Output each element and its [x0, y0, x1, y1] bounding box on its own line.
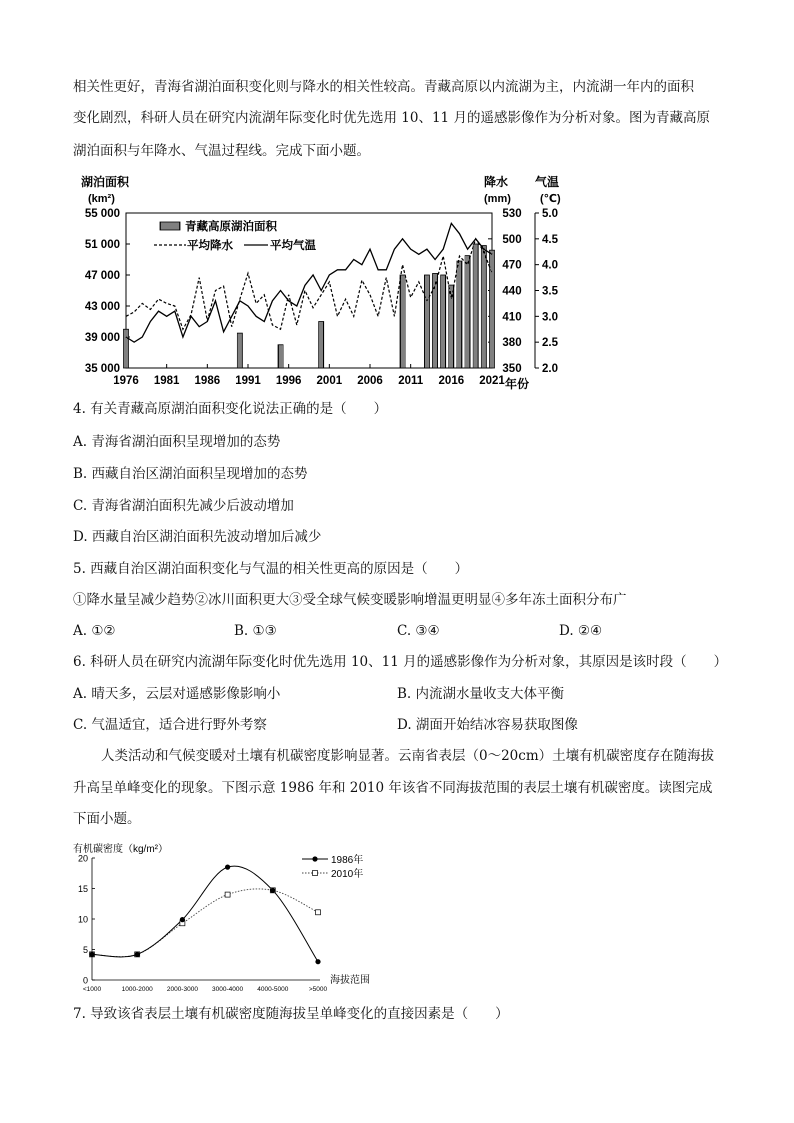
area-bar: [237, 333, 242, 368]
legend-area-swatch: [160, 222, 180, 230]
q5-option-a[interactable]: A. ①②: [73, 623, 116, 639]
legend-temp-label: 平均气温: [270, 240, 316, 252]
series-1986-point: [135, 952, 140, 957]
x-tick-label: 1000-2000: [121, 986, 153, 993]
area-bar: [424, 275, 429, 368]
area-bar: [433, 273, 438, 368]
x-tick-label: 4000-5000: [257, 986, 289, 993]
x-tick-label: >5000: [308, 986, 328, 993]
x-tick-label: 2016: [438, 375, 465, 387]
left-tick-label: 35 000: [84, 363, 120, 375]
temp-tick-label: 4.0: [542, 259, 558, 272]
y-tick-label: 20: [77, 853, 88, 864]
carbon-density-chart: [70, 836, 410, 996]
q6-option-c[interactable]: C. 气温适宜，适合进行野外考察: [73, 717, 267, 733]
q5-stem: 5. 西藏自治区湖泊面积变化与气温的相关性更高的原因是（ ）: [73, 561, 469, 577]
area-bar: [473, 244, 478, 368]
area-bar: [441, 275, 446, 368]
intro-line-3: 湖泊面积与年降水、气温过程线。完成下面小题。: [73, 143, 370, 159]
intro-line-1: 相关性更好，青海省湖泊面积变化则与降水的相关性较高。青藏高原以内流湖为主，内流湖一年内的面积: [73, 79, 694, 95]
y-tick-label: 5: [82, 945, 88, 955]
series-1986-point: [180, 917, 185, 922]
x-tick-label: 1991: [235, 375, 261, 387]
left-tick-label: 47 000: [84, 270, 120, 282]
precip-axis-title: 降水: [484, 175, 509, 189]
q5-option-b[interactable]: B. ①③: [234, 623, 277, 639]
q6-stem: 6. 科研人员在研究内流湖年际变化时优先选用 10、11 月的遥感影像作为分析对象，其原因是该时段（ ）: [73, 654, 728, 670]
q4-option-c[interactable]: C. 青海省湖泊面积先减少后波动增加: [73, 498, 294, 514]
chart2-x-title: 海拔范围: [330, 975, 370, 986]
x-tick-label: <1000: [82, 986, 102, 993]
area-bar: [457, 261, 462, 368]
precip-axis-unit: (mm): [484, 193, 511, 205]
series-1986-point: [315, 959, 320, 964]
series-1986-point: [225, 865, 230, 870]
area-bar: [490, 250, 495, 368]
area-bar: [124, 329, 129, 368]
precip-tick-label: 350: [502, 363, 522, 375]
x-tick-label: 3000-4000: [212, 986, 244, 993]
area-bar: [481, 246, 486, 368]
series-1986-point: [270, 888, 275, 893]
q5-option-c[interactable]: C. ③④: [397, 623, 440, 639]
precip-tick-label: 380: [502, 337, 522, 350]
x-tick-label: 2001: [316, 375, 343, 387]
q6-option-a[interactable]: A. 晴天多，云层对遥感影像影响小: [73, 686, 281, 702]
temp-tick-label: 2.5: [542, 337, 558, 350]
x-axis-title: 年份: [505, 377, 530, 391]
area-bar: [465, 256, 470, 368]
q4-option-b[interactable]: B. 西藏自治区湖泊面积呈现增加的态势: [73, 466, 308, 482]
temp-tick-label: 4.5: [542, 233, 558, 246]
series-1986-point: [89, 952, 94, 957]
q4-stem: 4. 有关青藏高原湖泊面积变化说法正确的是（ ）: [73, 401, 388, 417]
y-tick-label: 15: [77, 884, 88, 894]
series-1986-line: [92, 866, 318, 962]
q7-stem: 7. 导致该省表层土壤有机碳密度随海拔呈单峰变化的直接因素是（ ）: [73, 1006, 509, 1022]
left-tick-label: 55 000: [84, 208, 120, 220]
x-tick-label: 1996: [275, 375, 302, 387]
temp-axis-unit: (℃): [540, 193, 561, 205]
intro2-line-3: 下面小题。: [73, 811, 141, 827]
q6-option-b[interactable]: B. 内流湖水量收支大体平衡: [397, 686, 565, 702]
q5-items: ①降水量呈减少趋势②冰川面积更大③受全球气候变暖影响增温更明显④多年冻土面积分布广: [73, 592, 627, 608]
intro-line-2: 变化剧烈，科研人员在研究内流湖年际变化时优先选用 10、11 月的遥感影像作为分析对象。图为青藏高原: [73, 110, 710, 126]
left-axis-title: 湖泊面积: [81, 175, 130, 189]
y-tick-label: 0: [82, 975, 88, 986]
left-tick-label: 39 000: [84, 332, 120, 344]
temp-tick-label: 3.0: [542, 311, 558, 324]
x-tick-label: 2011: [398, 375, 424, 387]
intro2-line-2: 升高呈单峰变化的现象。下图示意 1986 年和 2010 年该省不同海拔范围的表层土壤有机碳密度。读图完成: [73, 780, 713, 796]
left-tick-label: 51 000: [84, 239, 120, 251]
legend-1986-label: 1986年: [331, 855, 364, 866]
temp-tick-label: 3.5: [542, 285, 558, 298]
left-axis-unit: (km²): [88, 193, 115, 205]
temp-tick-label: 2.0: [542, 363, 558, 375]
chart2-y-title: 有机碳密度（kg/m²）: [73, 844, 168, 855]
left-tick-label: 43 000: [84, 301, 120, 313]
x-tick-label: 1976: [113, 375, 139, 387]
series-2010-point: [225, 892, 230, 897]
area-bar: [400, 275, 405, 368]
legend-area-label: 青藏高原湖泊面积: [185, 221, 277, 233]
area-bar: [278, 345, 283, 368]
temp-axis-title: 气温: [535, 175, 560, 189]
x-tick-label: 2006: [357, 375, 383, 387]
x-tick-label: 1986: [194, 375, 221, 387]
precip-tick-label: 410: [502, 311, 522, 324]
precip-tick-label: 440: [502, 285, 522, 298]
x-tick-label: 2021: [479, 375, 505, 387]
q5-option-d[interactable]: D. ②④: [559, 623, 603, 639]
x-tick-label: 1981: [153, 375, 180, 387]
area-bar: [319, 322, 324, 369]
intro2-line-1: 人类活动和气候变暖对土壤有机碳密度影响显著。云南省表层（0～20cm）土壤有机碳密度存在随海拔: [101, 748, 715, 764]
x-tick-label: 2000-3000: [166, 986, 198, 993]
series-2010-line: [92, 889, 318, 957]
q4-option-a[interactable]: A. 青海省湖泊面积呈现增加的态势: [73, 434, 281, 450]
temp-tick-label: 5.0: [542, 208, 558, 220]
legend-2010-marker: [313, 871, 318, 876]
legend-precip-label: 平均降水: [187, 240, 233, 252]
legend-1986-marker: [312, 856, 317, 861]
legend-2010-label: 2010年: [331, 869, 364, 880]
precip-tick-label: 530: [502, 208, 522, 220]
series-2010-point: [316, 910, 321, 915]
precip-tick-label: 470: [502, 259, 522, 272]
q4-option-d[interactable]: D. 西藏自治区湖泊面积先波动增加后减少: [73, 529, 322, 545]
q6-option-d[interactable]: D. 湖面开始结冰容易获取图像: [397, 717, 578, 733]
precip-tick-label: 500: [502, 233, 522, 246]
lake-area-chart: [70, 168, 590, 393]
y-tick-label: 10: [77, 914, 88, 925]
